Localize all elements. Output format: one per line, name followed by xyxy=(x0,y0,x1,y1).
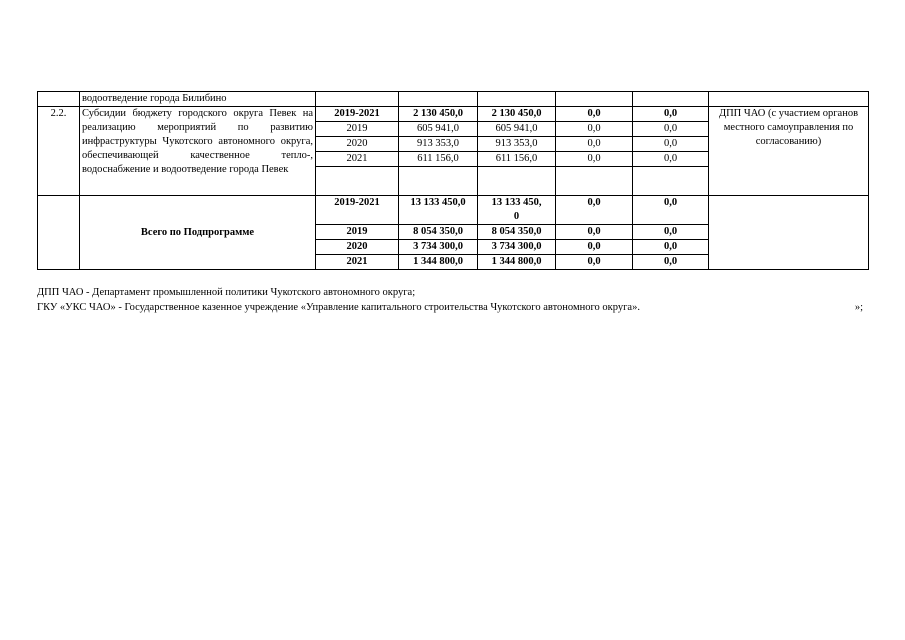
value-cell: 0,0 xyxy=(556,240,633,255)
value-cell: 0,0 xyxy=(633,196,709,225)
program-table xyxy=(37,91,869,270)
total-cell: 611 156,0 xyxy=(399,152,478,167)
year-cell: 2019 xyxy=(316,225,399,240)
total-label-cell: Всего по Подпрограмме xyxy=(80,196,316,270)
table-row xyxy=(38,107,869,122)
value-cell: 0,0 xyxy=(556,107,633,122)
value-cell: 0,0 xyxy=(556,137,633,152)
value-cell: 0,0 xyxy=(556,255,633,270)
footnote-dpp: ДПП ЧАО - Департамент промышленной политики Чукотского автономного округа; xyxy=(37,287,416,298)
value-cell: 8 054 350,0 xyxy=(478,225,556,240)
value-cell: 0,0 xyxy=(633,152,709,167)
total-cell: 1 344 800,0 xyxy=(399,255,478,270)
footnote-uks xyxy=(37,300,867,315)
closing-quote: »; xyxy=(854,302,863,313)
value-cell: 605 941,0 xyxy=(478,122,556,137)
value-cell: 0,0 xyxy=(633,225,709,240)
value-cell: 1 344 800,0 xyxy=(478,255,556,270)
year-cell: 2019 xyxy=(316,122,399,137)
value-cell: 913 353,0 xyxy=(478,137,556,152)
value-cell: 0,0 xyxy=(633,107,709,122)
executor-cell: ДПП ЧАО (с участием органов местного самоуправления по согласованию) xyxy=(709,107,869,196)
year-cell: 2020 xyxy=(316,137,399,152)
year-cell: 2020 xyxy=(316,240,399,255)
total-cell: 3 734 300,0 xyxy=(399,240,478,255)
row-number-cell xyxy=(38,196,80,270)
value-cell: 0,0 xyxy=(556,225,633,240)
value-cell: 0,0 xyxy=(633,122,709,137)
value-cell: 611 156,0 xyxy=(478,152,556,167)
year-cell: 2021 xyxy=(316,152,399,167)
value-cell: 0,0 xyxy=(556,122,633,137)
value-cell: 3 734 300,0 xyxy=(478,240,556,255)
footnotes xyxy=(37,285,867,315)
total-cell: 8 054 350,0 xyxy=(399,225,478,240)
footnote-uks-text: ГКУ «УКС ЧАО» - Государственное казенное учреждение «Управление капитального строительства Чукотского автономного округа». xyxy=(37,302,640,313)
total-cell: 913 353,0 xyxy=(399,137,478,152)
value-cell: 2 130 450,0 xyxy=(478,107,556,122)
description-cell: Субсидии бюджету городского округа Певек на реализацию мероприятий по развитию инфраструктуры Чукотского автономного округа, обеспечивающей качественное тепло-, водоснабжение и водоотведение города Певек xyxy=(80,107,316,196)
description-cell: водоотведение города Билибино xyxy=(80,92,316,107)
value-cell: 0,0 xyxy=(633,240,709,255)
year-cell: 2019-2021 xyxy=(316,196,399,225)
value-cell: 0,0 xyxy=(556,152,633,167)
table-row xyxy=(38,196,869,225)
value-cell: 0,0 xyxy=(633,137,709,152)
row-number-cell xyxy=(38,92,80,107)
executor-cell xyxy=(709,196,869,270)
total-cell: 13 133 450,0 xyxy=(399,196,478,225)
row-number-cell: 2.2. xyxy=(38,107,80,196)
table-row xyxy=(38,92,869,107)
value-cell: 0,0 xyxy=(633,255,709,270)
value-cell: 0,0 xyxy=(556,196,633,225)
value-cell: 13 133 450, 0 xyxy=(478,196,556,225)
year-cell: 2019-2021 xyxy=(316,107,399,122)
year-cell: 2021 xyxy=(316,255,399,270)
total-cell: 2 130 450,0 xyxy=(399,107,478,122)
total-cell: 605 941,0 xyxy=(399,122,478,137)
